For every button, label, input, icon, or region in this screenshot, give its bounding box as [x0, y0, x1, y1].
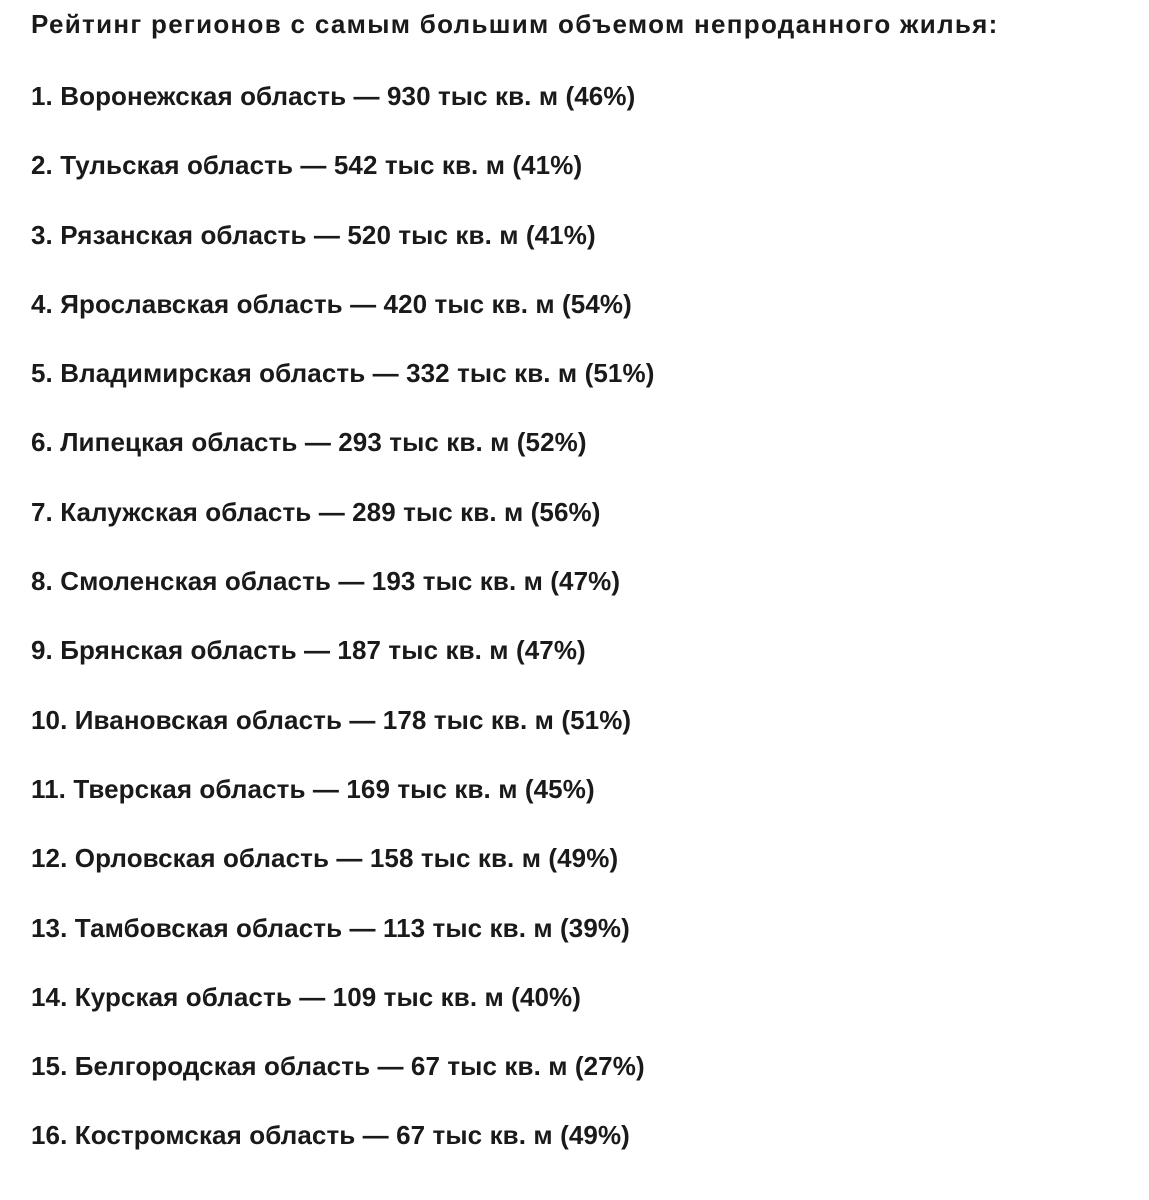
ranking-item-7: 7. Калужская область — 289 тыс кв. м (56%) — [31, 496, 601, 527]
ranking-item-14: 14. Курская область — 109 тыс кв. м (40%) — [31, 981, 582, 1012]
ranking-item-3: 3. Рязанская область — 520 тыс кв. м (41%) — [31, 219, 596, 250]
ranking-item-1: 1. Воронежская область — 930 тыс кв. м (46%) — [31, 81, 636, 111]
ranking-item-2: 2. Тульская область — 542 тыс кв. м (41%) — [31, 150, 583, 181]
ranking-item-6: 6. Липецкая область — 293 тыс кв. м (52%) — [31, 427, 587, 458]
ranking-item-9: 9. Брянская область — 187 тыс кв. м (47%) — [31, 635, 586, 666]
ranking-item-5: 5. Владимирская область — 332 тыс кв. м (51%) — [31, 358, 655, 389]
ranking-item-13: 13. Тамбовская область — 113 тыс кв. м (39%) — [31, 912, 630, 943]
ranking-item-8: 8. Смоленская область — 193 тыс кв. м (47%) — [31, 566, 621, 597]
ranking-heading: Рейтинг регионов с самым большим объемом непроданного жилья: — [31, 9, 999, 39]
ranking-item-11: 11. Тверская область — 169 тыс кв. м (45%) — [31, 773, 595, 804]
article-content — [31, 0, 1131, 1151]
ranking-item-4: 4. Ярославская область — 420 тыс кв. м (54%) — [31, 288, 632, 319]
ranking-item-16: 16. Костромская область — 67 тыс кв. м (49%) — [31, 1120, 630, 1151]
ranking-item-10: 10. Ивановская область — 178 тыс кв. м (51%) — [31, 704, 632, 735]
ranking-item-15: 15. Белгородская область — 67 тыс кв. м (27%) — [31, 1051, 645, 1082]
ranking-list — [31, 78, 654, 1187]
ranking-item-12: 12. Орловская область — 158 тыс кв. м (49%) — [31, 843, 619, 874]
